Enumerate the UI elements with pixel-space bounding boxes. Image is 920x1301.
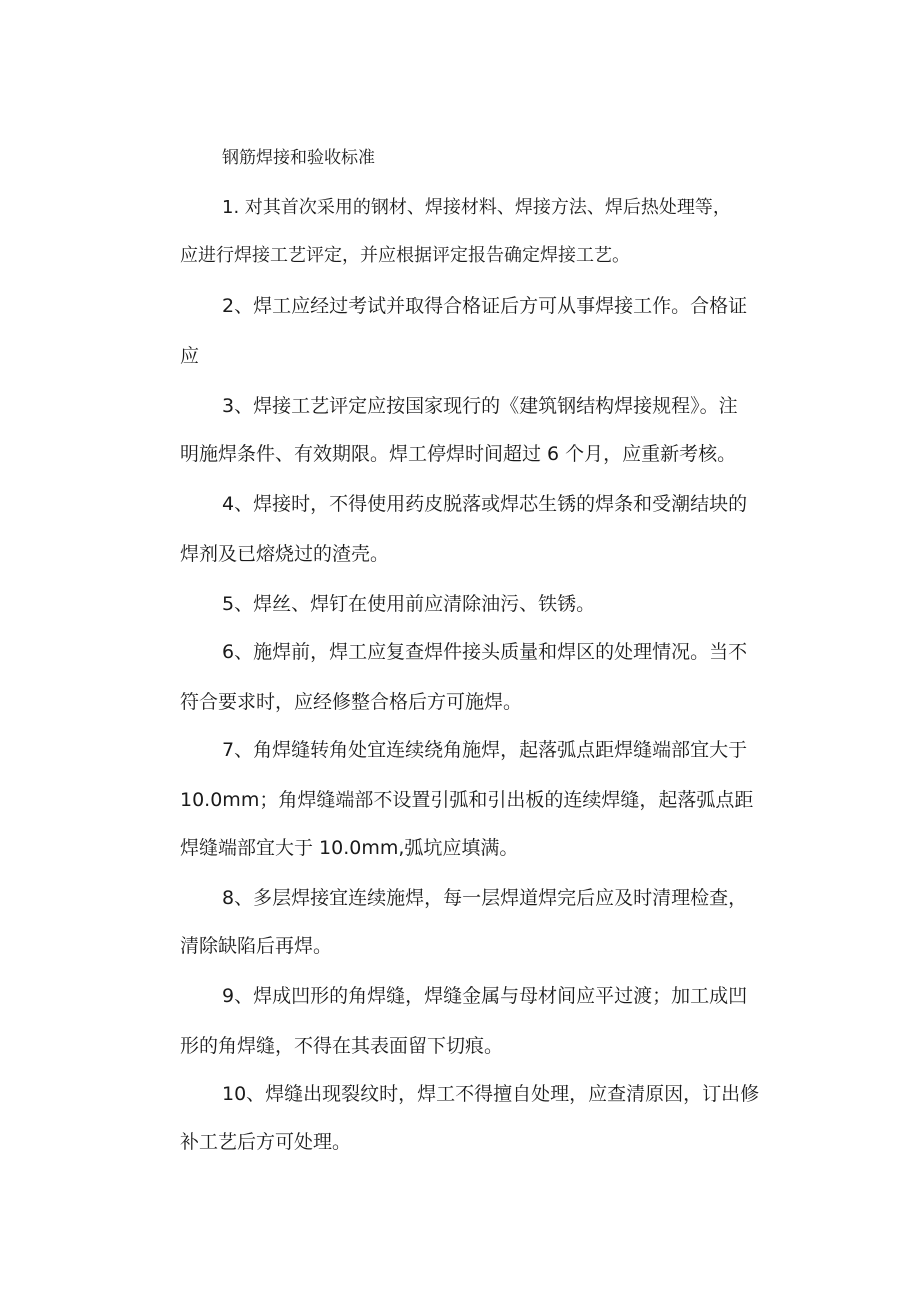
paragraph-7-line-2: 10.0mm；角焊缝端部不设置引弧和引出板的连续焊缝，起落弧点距	[180, 789, 754, 811]
paragraph-7-line-3: 焊缝端部宜大于 10.0mm,弧坑应填满。	[180, 837, 519, 859]
paragraph-2-line-1: 2、焊工应经过考试并取得合格证后方可从事焊接工作。合格证	[222, 295, 748, 317]
paragraph-7-line-1: 7、角焊缝转角处宜连续绕角施焊，起落弧点距焊缝端部宜大于	[222, 739, 748, 761]
paragraph-3-line-2: 明施焊条件、有效期限。焊工停焊时间超过 6 个月，应重新考核。	[180, 443, 737, 465]
paragraph-4-line-2: 焊剂及已熔烧过的渣壳。	[180, 543, 390, 565]
paragraph-1-line-2: 应进行焊接工艺评定，并应根据评定报告确定焊接工艺。	[180, 245, 630, 266]
paragraph-6-line-1: 6、施焊前，焊工应复查焊件接头质量和焊区的处理情况。当不	[222, 641, 748, 663]
paragraph-5-line-1: 5、焊丝、焊钉在使用前应清除油污、铁锈。	[222, 593, 596, 615]
paragraph-8-line-2: 清除缺陷后再焊。	[180, 935, 333, 957]
document-title: 钢筋焊接和验收标准	[222, 148, 375, 168]
paragraph-8-line-1: 8、多层焊接宜连续施焊，每一层焊道焊完后应及时清理检查，	[222, 887, 748, 909]
paragraph-6-line-2: 符合要求时，应经修整合格后方可施焊。	[180, 691, 523, 713]
paragraph-9-line-2: 形的角焊缝，不得在其表面留下切痕。	[180, 1035, 504, 1057]
paragraph-2-line-2: 应	[180, 345, 200, 367]
paragraph-9-line-1: 9、焊成凹形的角焊缝，焊缝金属与母材间应平过渡；加工成凹	[222, 985, 748, 1007]
paragraph-1-line-1: 1. 对其首次采用的钢材、焊接材料、焊接方法、焊后热处理等，	[222, 197, 731, 218]
paragraph-4-line-1: 4、焊接时，不得使用药皮脱落或焊芯生锈的焊条和受潮结块的	[222, 493, 748, 515]
paragraph-10-line-2: 补工艺后方可处理。	[180, 1131, 352, 1153]
paragraph-3-line-1: 3、焊接工艺评定应按国家现行的《建筑钢结构焊接规程》。注	[222, 395, 738, 417]
paragraph-10-line-1: 10、焊缝出现裂纹时，焊工不得擅自处理，应查清原因，订出修	[222, 1083, 760, 1105]
